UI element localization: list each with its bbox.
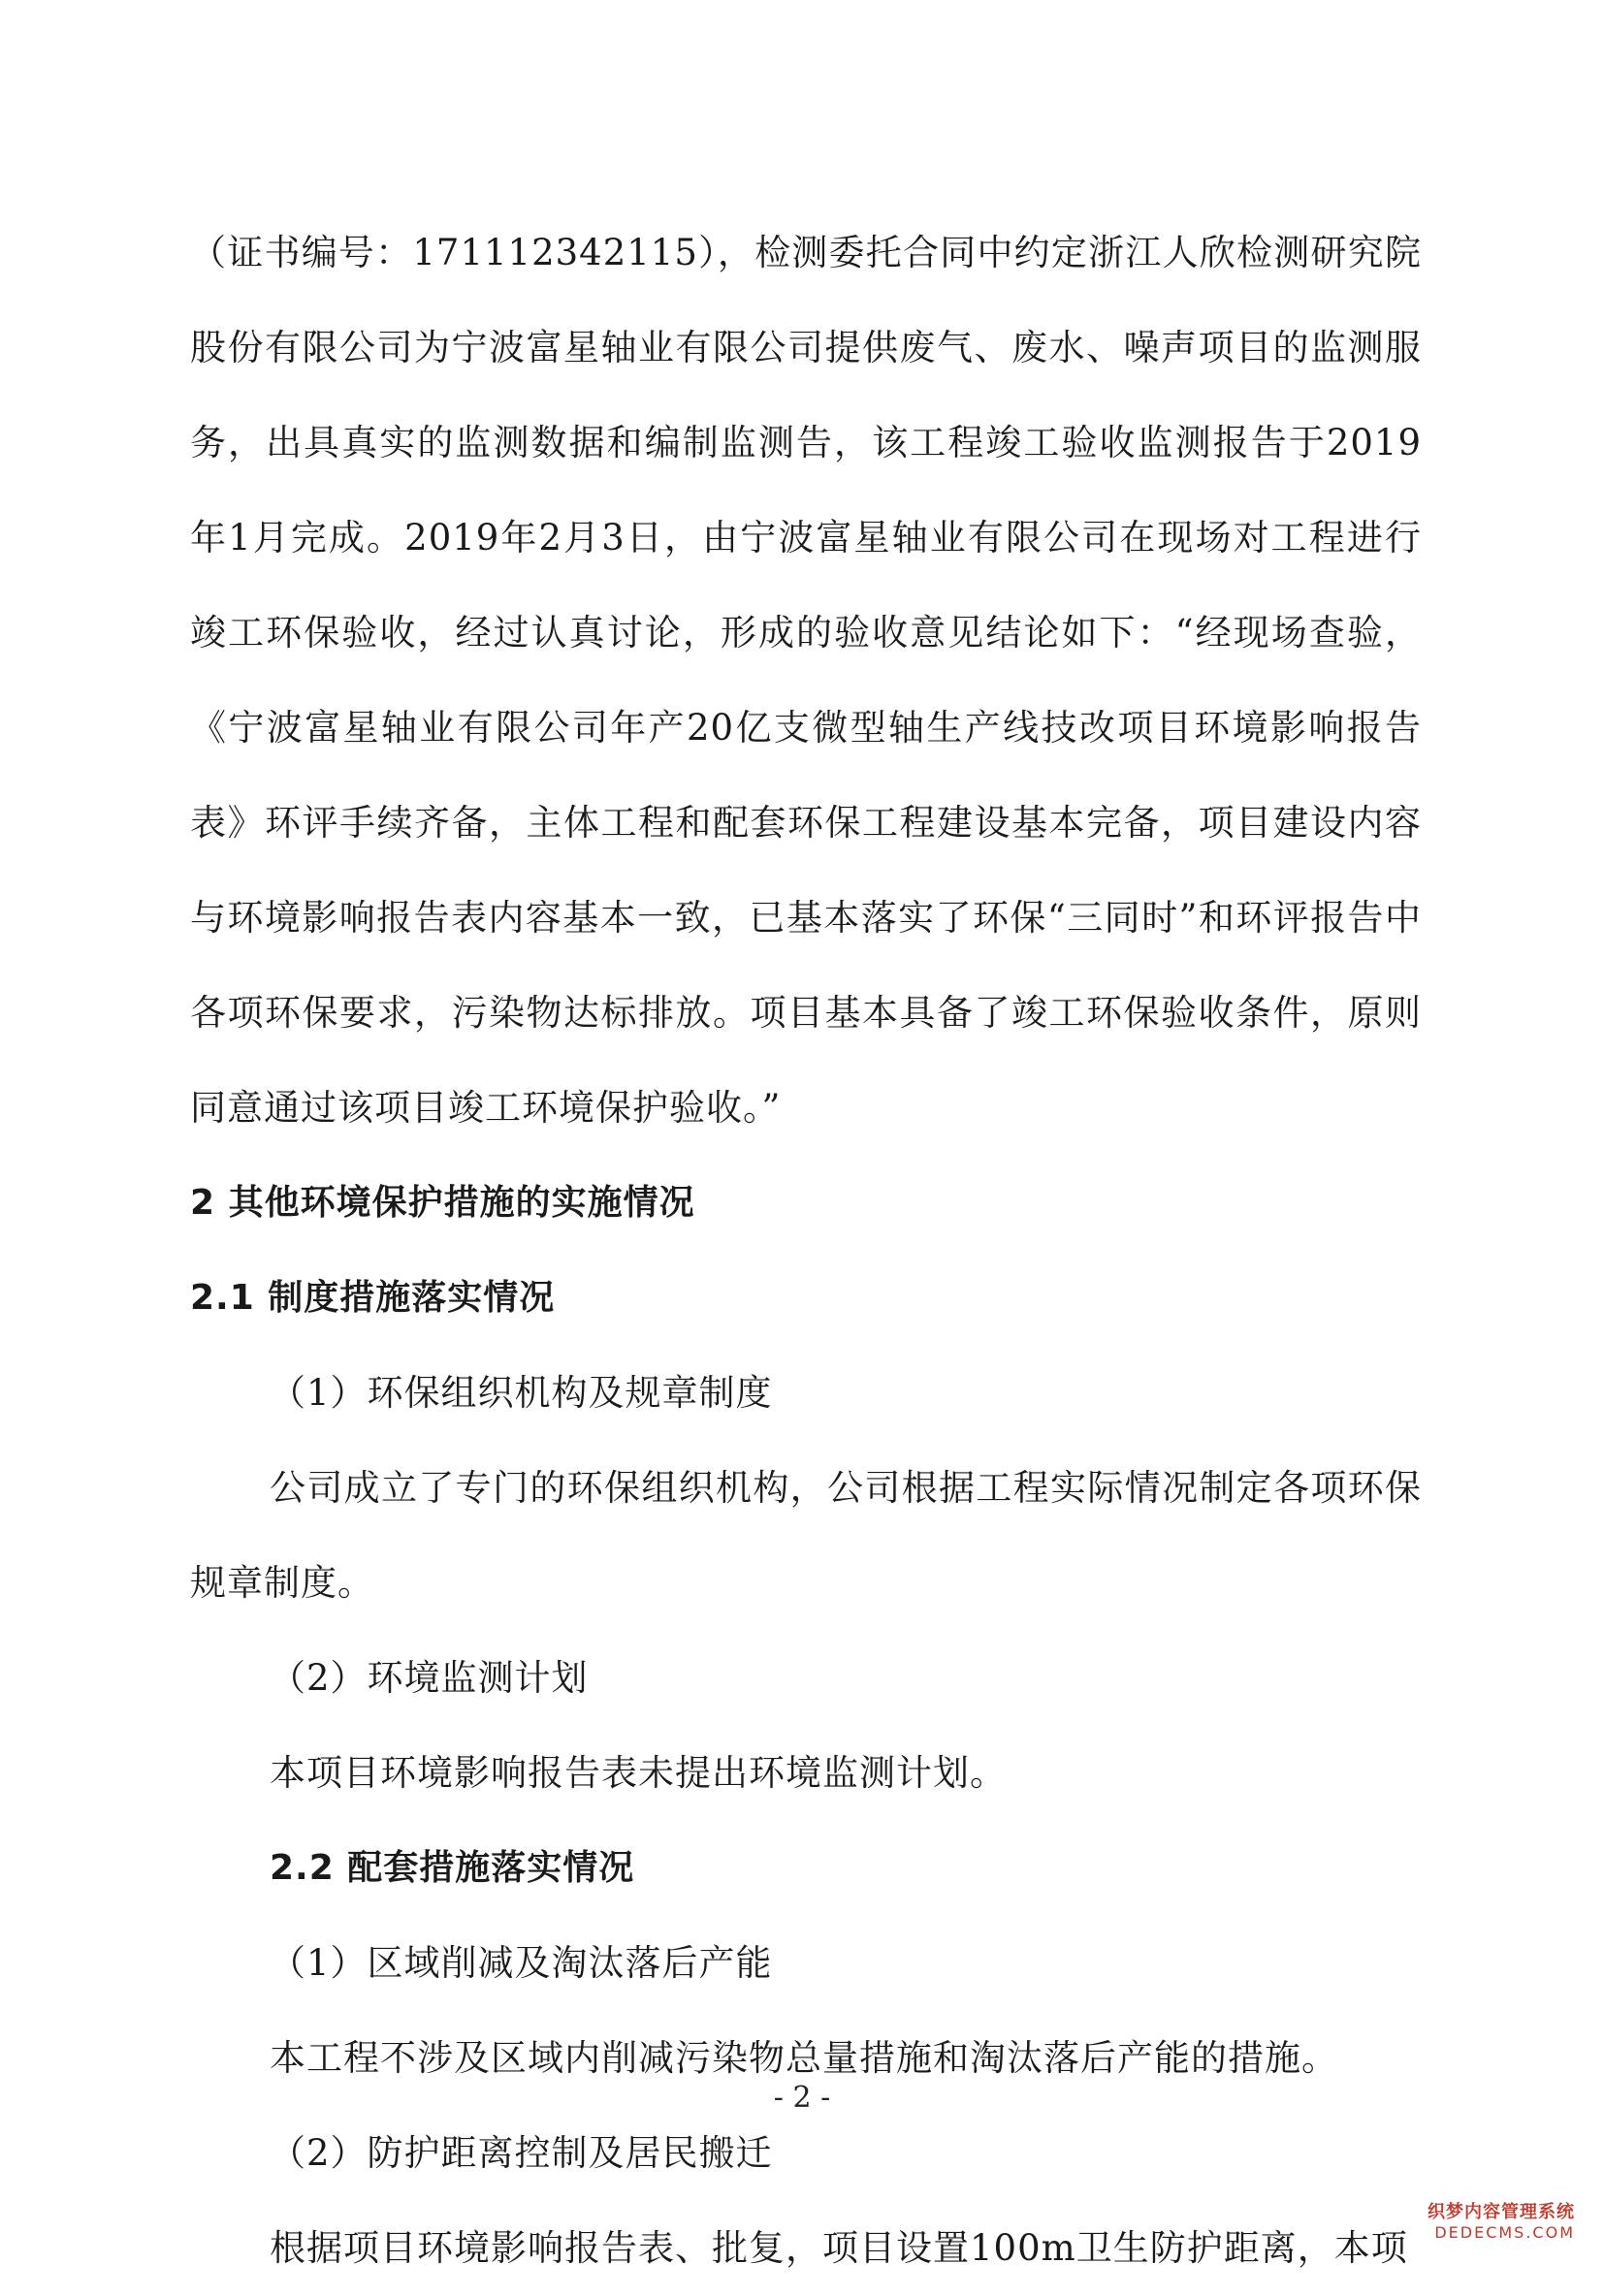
item-env-organization-text: 公司成立了专门的环保组织机构，公司根据工程实际情况制定各项环保规章制度。 (190, 1467, 1422, 1604)
page-number: - 2 - (773, 2081, 831, 2115)
heading-section-2-2: 2.2 配套措施落实情况 (270, 1848, 635, 1888)
heading-section-2: 2 其他环境保护措施的实施情况 (190, 1183, 695, 1223)
watermark-domain: DEDECMS.COM (1434, 2223, 1575, 2242)
heading-section-2-1: 2.1 制度措施落实情况 (190, 1278, 556, 1318)
item-protection-distance-text: 根据项目环境影响报告表、批复，项目设置100m卫生防护距离，本项 (270, 2227, 1408, 2269)
item-env-organization-title: （1）环保组织机构及规章制度 (270, 1372, 773, 1414)
watermark-logo (1428, 2202, 1575, 2243)
item-monitoring-plan-text: 本项目环境影响报告表未提出环境监测计划。 (270, 1752, 1007, 1794)
item-regional-reduction-text: 本工程不涉及区域内削减污染物总量措施和淘汰落后产能的措施。 (270, 2037, 1338, 2079)
item-regional-reduction-title: （1）区域削减及淘汰落后产能 (270, 1942, 773, 1984)
watermark-title: 织梦内容管理系统 (1428, 2202, 1575, 2222)
intro-paragraph: （证书编号：171112342115），检测委托合同中约定浙江人欣检测研究院股份有限公司为宁波富星轴业有限公司提供废气、废水、噪声项目的监测服务，出具真实的监测数据和编制监测告，该工程竣工验收监测报告于2019年1月完成。2019年2月3日，由宁波富星轴业有限公司在现场对工程进行竣工环保验收，经过认真讨论，形成的验收意见结论如下：“经现场查验，《宁波富星轴业有限公司年产20亿支微型轴生产线技改项目环境影响报告表》环评手续齐备，主体工程和配套环保工程建设基本完备，项目建设内容与环境影响报告表内容基本一致，已基本落实了环保“三同时”和环评报告中各项环保要求，污染物达标排放。项目基本具备了竣工环保验收条件，原则同意通过该项目竣工环境保护验收。” (190, 232, 1422, 1129)
item-monitoring-plan-title: （2）环境监测计划 (270, 1657, 589, 1699)
item-protection-distance-title: （2）防护距离控制及居民搬迁 (270, 2132, 773, 2174)
document-body (190, 206, 1422, 2296)
